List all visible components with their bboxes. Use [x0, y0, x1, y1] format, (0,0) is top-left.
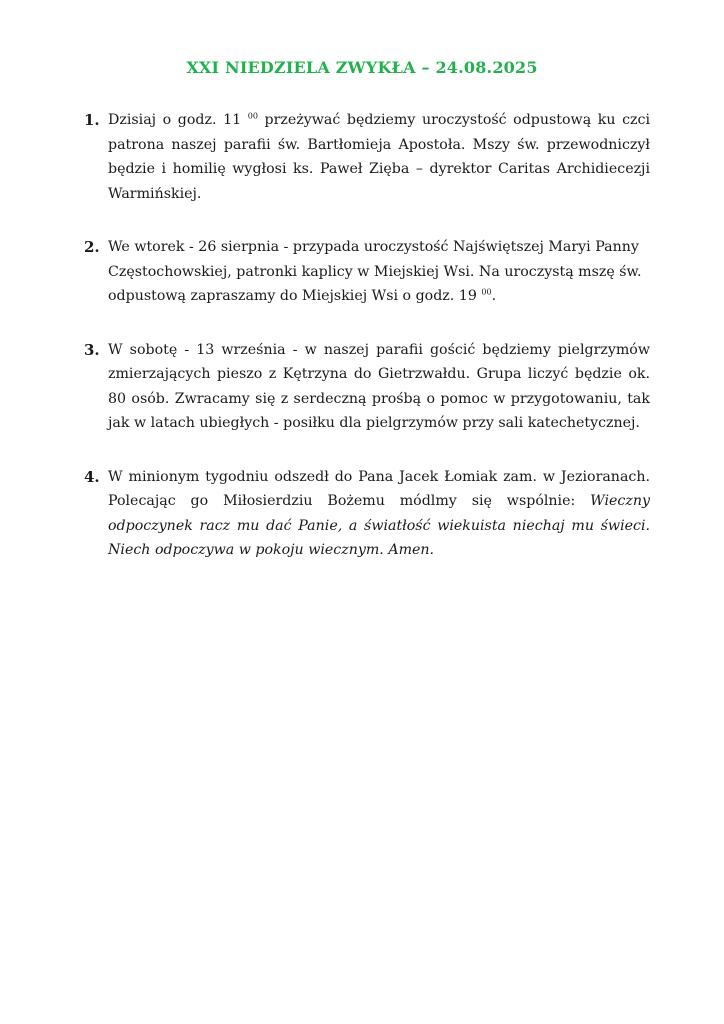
item-text-part: We wtorek - 26 sierpnia - przypada uroczystość Najświętszej Maryi Panny Częstochowskiej, patronki kaplicy w Miejskiej Wsi. Na uroczystą mszę św. odpustową zapraszamy do Miejskiej Wsi o godz. 19 [108, 239, 642, 304]
prayer-text: Wieczny odpoczynek racz mu dać Panie, a światłość wiekuista niechaj mu świeci. Niech odpoczywa w pokoju wiecznym. Amen. [108, 493, 650, 558]
item-text [108, 235, 650, 309]
announcement-item-1 [84, 108, 650, 206]
announcements-list [84, 108, 650, 592]
announcement-item-2 [84, 235, 650, 309]
page-title: XXI NIEDZIELA ZWYKŁA – 24.08.2025 [186, 58, 538, 77]
item-text-part: W minionym tygodniu odszedł do Pana Jacek Łomiak zam. w Jezioranach. Polecając go Miłosierdziu Bożemu módlmy się wspólnie: [108, 468, 650, 509]
time-superscript: 00 [247, 111, 258, 121]
announcement-item-4 [84, 465, 650, 563]
time-superscript: 00 [481, 287, 492, 297]
item-text-part: przeżywać będziemy uroczystość odpustową ku czci patrona naszej parafii św. Bartłomieja Apostoła. Mszy św. przewodniczył będzie i homilię wygłosi ks. Paweł Zięba – dyrektor Caritas Archidiecezji Warmińskiej. [108, 112, 650, 202]
item-text-part: . [491, 288, 497, 304]
item-number: 3. [84, 340, 100, 359]
item-text [108, 465, 650, 563]
item-number: 4. [84, 467, 100, 486]
item-text-part: Dzisiaj o godz. 11 [108, 112, 242, 128]
item-number: 2. [84, 238, 100, 256]
item-text: W sobotę - 13 września - w naszej parafii gościć będziemy pielgrzymów zmierzających pieszo z Kętrzyna do Gietrzwałdu. Grupa liczyć będzie ok. 80 osób. Zwracamy się z serdeczną prośbą o pomoc w przygotowaniu, tak jak w latach ubiegłych - posiłku dla pielgrzymów przy sali katechetycznej. [108, 341, 650, 431]
item-text [108, 108, 650, 206]
item-number: 1. [84, 111, 100, 129]
announcement-item-3 [84, 338, 650, 436]
